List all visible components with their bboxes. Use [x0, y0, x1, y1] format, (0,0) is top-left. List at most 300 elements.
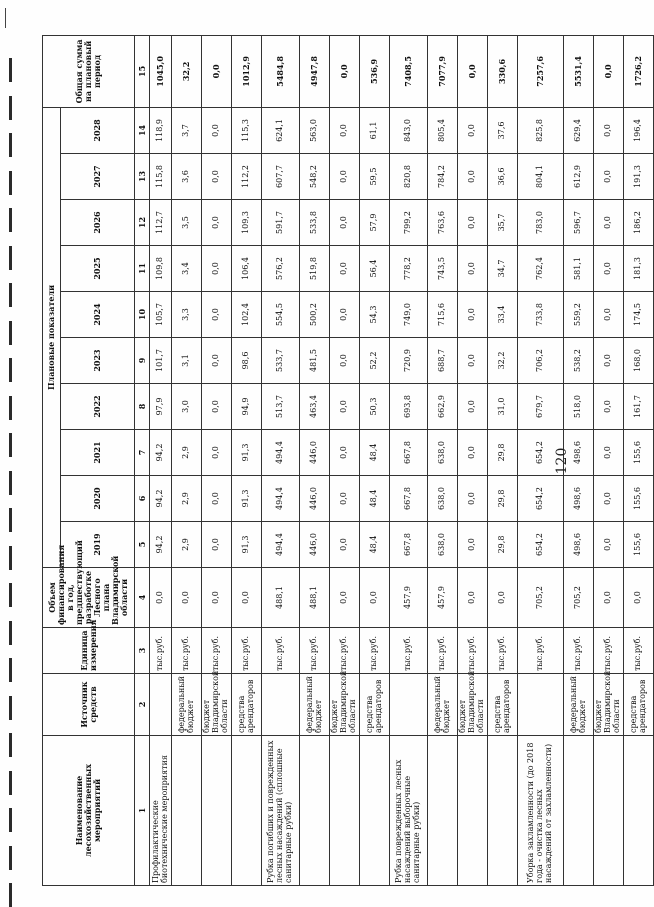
header-source: Источник средств	[43, 674, 135, 736]
year-value: 0,0	[202, 522, 232, 568]
year-value: 799,2	[390, 200, 428, 246]
year-value: 61,1	[360, 107, 390, 153]
year-value: 0,0	[458, 476, 488, 522]
year-value: 3,1	[172, 338, 202, 384]
base-volume: 0,0	[624, 568, 654, 628]
row-total: 5484,8	[262, 35, 300, 107]
row-total: 330,6	[488, 35, 518, 107]
year-value: 2,9	[172, 476, 202, 522]
year-value: 498,6	[564, 476, 594, 522]
year-value: 662,9	[428, 384, 458, 430]
year-value: 97,9	[150, 384, 172, 430]
table-row	[202, 35, 232, 885]
year-value: 91,3	[232, 476, 262, 522]
year-value: 518,0	[564, 384, 594, 430]
year-value: 494,4	[262, 476, 300, 522]
unit-cell: тыс.руб.	[202, 628, 232, 674]
year-value: 446,0	[300, 430, 330, 476]
funding-source	[150, 674, 172, 736]
year-value: 612,9	[564, 154, 594, 200]
activity-name	[172, 736, 202, 886]
page-number: 120	[554, 447, 570, 475]
year-value: 688,7	[428, 338, 458, 384]
unit-cell: тыс.руб.	[488, 628, 518, 674]
activity-name	[624, 736, 654, 886]
base-volume: 0,0	[172, 568, 202, 628]
year-value: 0,0	[594, 246, 624, 292]
binder-hole	[9, 846, 12, 870]
table-row	[624, 35, 654, 885]
funding-source: федеральный бюджет	[564, 674, 594, 736]
year-value: 783,0	[518, 200, 564, 246]
year-value: 186,2	[624, 200, 654, 246]
binder-hole	[9, 321, 12, 345]
activity-name	[360, 736, 390, 886]
year-value: 59,5	[360, 154, 390, 200]
funding-source: федеральный бюджет	[172, 674, 202, 736]
table-row	[390, 35, 428, 885]
table-row	[262, 35, 300, 885]
binder-hole	[9, 658, 12, 682]
column-index: 11	[135, 246, 150, 292]
year-value: 693,8	[390, 384, 428, 430]
base-volume: 0,0	[360, 568, 390, 628]
year-value: 0,0	[458, 338, 488, 384]
header-year: 2023	[61, 338, 135, 384]
year-value: 3,3	[172, 292, 202, 338]
year-value: 29,8	[488, 522, 518, 568]
year-value: 98,6	[232, 338, 262, 384]
activity-name	[202, 736, 232, 886]
year-value: 762,4	[518, 246, 564, 292]
unit-cell: тыс.руб.	[232, 628, 262, 674]
row-total: 4947,8	[300, 35, 330, 107]
binder-hole	[9, 133, 12, 157]
unit-cell: тыс.руб.	[428, 628, 458, 674]
year-value: 820,8	[390, 154, 428, 200]
activity-name	[330, 736, 360, 886]
year-value: 667,8	[390, 430, 428, 476]
year-value: 94,2	[150, 430, 172, 476]
year-value: 155,6	[624, 430, 654, 476]
binder-hole	[9, 546, 12, 570]
binder-hole	[9, 883, 12, 907]
year-value: 548,2	[300, 154, 330, 200]
year-value: 105,7	[150, 292, 172, 338]
table-row	[428, 35, 458, 885]
activity-name	[488, 736, 518, 886]
year-value: 0,0	[594, 476, 624, 522]
base-volume: 705,2	[564, 568, 594, 628]
year-value: 0,0	[594, 430, 624, 476]
row-total: 5531,4	[564, 35, 594, 107]
year-value: 0,0	[330, 522, 360, 568]
year-value: 0,0	[202, 246, 232, 292]
year-value: 0,0	[594, 384, 624, 430]
year-value: 0,0	[594, 154, 624, 200]
year-value: 733,8	[518, 292, 564, 338]
year-value: 778,2	[390, 246, 428, 292]
binder-hole	[9, 621, 12, 645]
year-value: 498,6	[564, 522, 594, 568]
funding-source: средства арендаторов	[232, 674, 262, 736]
row-total: 0,0	[594, 35, 624, 107]
header-year: 2020	[61, 476, 135, 522]
year-value: 54,3	[360, 292, 390, 338]
year-value: 805,4	[428, 107, 458, 153]
year-value: 0,0	[202, 107, 232, 153]
unit-cell: тыс.руб.	[390, 628, 428, 674]
table-row	[300, 35, 330, 885]
row-total: 1045,0	[150, 35, 172, 107]
year-value: 679,7	[518, 384, 564, 430]
activity-name	[232, 736, 262, 886]
year-value: 109,8	[150, 246, 172, 292]
funding-source: бюджет Владимирской области	[594, 674, 624, 736]
unit-cell: тыс.руб.	[150, 628, 172, 674]
table-row	[594, 35, 624, 885]
row-total: 0,0	[458, 35, 488, 107]
base-volume: 457,9	[428, 568, 458, 628]
year-value: 513,7	[262, 384, 300, 430]
base-volume: 488,1	[300, 568, 330, 628]
activity-name	[428, 736, 458, 886]
row-total: 0,0	[330, 35, 360, 107]
year-value: 0,0	[330, 154, 360, 200]
year-value: 0,0	[202, 154, 232, 200]
year-value: 35,7	[488, 200, 518, 246]
base-volume: 0,0	[458, 568, 488, 628]
year-value: 29,8	[488, 430, 518, 476]
year-value: 94,9	[232, 384, 262, 430]
year-value: 155,6	[624, 476, 654, 522]
funding-source: средства арендаторов	[488, 674, 518, 736]
binder-hole	[9, 508, 12, 532]
year-value: 94,2	[150, 522, 172, 568]
year-value: 48,4	[360, 430, 390, 476]
binder-hole	[9, 358, 12, 382]
year-value: 533,8	[300, 200, 330, 246]
row-total: 7408,5	[390, 35, 428, 107]
year-value: 0,0	[202, 384, 232, 430]
year-value: 763,6	[428, 200, 458, 246]
header-year: 2025	[61, 246, 135, 292]
column-index: 6	[135, 476, 150, 522]
unit-cell: тыс.руб.	[330, 628, 360, 674]
year-value: 3,7	[172, 107, 202, 153]
year-value: 118,9	[150, 107, 172, 153]
year-value: 112,2	[232, 154, 262, 200]
year-value: 0,0	[458, 292, 488, 338]
column-index: 8	[135, 384, 150, 430]
funding-source: средства арендаторов	[360, 674, 390, 736]
header-year: 2028	[61, 107, 135, 153]
column-index: 2	[135, 674, 150, 736]
year-value: 115,8	[150, 154, 172, 200]
year-value: 559,2	[564, 292, 594, 338]
year-value: 161,7	[624, 384, 654, 430]
year-value: 3,4	[172, 246, 202, 292]
base-volume: 0,0	[488, 568, 518, 628]
unit-cell: тыс.руб.	[262, 628, 300, 674]
row-total: 0,0	[202, 35, 232, 107]
year-value: 554,5	[262, 292, 300, 338]
year-value: 519,8	[300, 246, 330, 292]
year-value: 56,4	[360, 246, 390, 292]
year-value: 2,9	[172, 522, 202, 568]
rotated-page	[42, 36, 647, 886]
year-value: 596,7	[564, 200, 594, 246]
column-index: 15	[135, 35, 150, 107]
binder-hole	[9, 283, 12, 307]
year-value: 3,5	[172, 200, 202, 246]
year-value: 0,0	[594, 338, 624, 384]
header-unit: Единица измерения	[43, 628, 135, 674]
year-value: 591,7	[262, 200, 300, 246]
header-year: 2022	[61, 384, 135, 430]
year-value: 446,0	[300, 476, 330, 522]
binder-hole	[9, 583, 12, 607]
year-value: 638,0	[428, 522, 458, 568]
year-value: 57,9	[360, 200, 390, 246]
year-value: 94,2	[150, 476, 172, 522]
year-value: 667,8	[390, 476, 428, 522]
activity-name: Профилактические биотехнические мероприятия	[150, 736, 172, 886]
year-value: 0,0	[330, 246, 360, 292]
year-value: 181,3	[624, 246, 654, 292]
activity-name	[300, 736, 330, 886]
year-value: 29,8	[488, 476, 518, 522]
activity-name: Рубка погибших и поврежденных лесных насаждений (сплошные санитарные рубки)	[262, 736, 300, 886]
row-total: 1726,2	[624, 35, 654, 107]
header-year: 2019	[61, 522, 135, 568]
year-value: 563,0	[300, 107, 330, 153]
year-value: 2,9	[172, 430, 202, 476]
year-value: 538,2	[564, 338, 594, 384]
header-year: 2026	[61, 200, 135, 246]
header-year: 2027	[61, 154, 135, 200]
binder-hole	[9, 433, 12, 457]
column-index: 9	[135, 338, 150, 384]
year-value: 0,0	[594, 522, 624, 568]
year-value: 749,0	[390, 292, 428, 338]
row-total: 1012,9	[232, 35, 262, 107]
year-value: 174,5	[624, 292, 654, 338]
year-value: 101,7	[150, 338, 172, 384]
year-value: 446,0	[300, 522, 330, 568]
base-volume: 488,1	[262, 568, 300, 628]
year-value: 667,8	[390, 522, 428, 568]
year-value: 0,0	[594, 200, 624, 246]
activity-name	[594, 736, 624, 886]
year-value: 654,2	[518, 430, 564, 476]
year-value: 48,4	[360, 522, 390, 568]
year-value: 500,2	[300, 292, 330, 338]
binder-hole	[9, 96, 12, 120]
year-value: 743,5	[428, 246, 458, 292]
header-total: Общая сумма на плановый период	[43, 35, 135, 107]
year-value: 48,4	[360, 476, 390, 522]
year-value: 0,0	[202, 430, 232, 476]
year-value: 109,3	[232, 200, 262, 246]
year-value: 638,0	[428, 476, 458, 522]
table-row	[232, 35, 262, 885]
year-value: 37,6	[488, 107, 518, 153]
header-volume: Объем финансирования в год, предшествующий разработке Лесного плана Владимирской области	[43, 568, 135, 628]
base-volume: 0,0	[202, 568, 232, 628]
activity-name: Уборка захламленности (до 2018 года - очистка лесных насаждений от захламленности)	[518, 736, 564, 886]
year-value: 0,0	[330, 338, 360, 384]
year-value: 654,2	[518, 476, 564, 522]
year-value: 0,0	[594, 292, 624, 338]
binder-hole	[9, 471, 12, 495]
unit-cell: тыс.руб.	[172, 628, 202, 674]
year-value: 168,0	[624, 338, 654, 384]
funding-source: федеральный бюджет	[428, 674, 458, 736]
year-value: 32,2	[488, 338, 518, 384]
binder-hole	[9, 208, 12, 232]
funding-source: бюджет Владимирской области	[202, 674, 232, 736]
year-value: 706,2	[518, 338, 564, 384]
year-value: 629,4	[564, 107, 594, 153]
year-value: 0,0	[202, 200, 232, 246]
base-volume: 705,2	[518, 568, 564, 628]
year-value: 91,3	[232, 522, 262, 568]
year-value: 0,0	[202, 338, 232, 384]
year-value: 581,1	[564, 246, 594, 292]
year-value: 34,7	[488, 246, 518, 292]
unit-cell: тыс.руб.	[594, 628, 624, 674]
year-value: 638,0	[428, 430, 458, 476]
table-row	[458, 35, 488, 885]
header-year: 2021	[61, 430, 135, 476]
year-value: 498,6	[564, 430, 594, 476]
year-value: 624,1	[262, 107, 300, 153]
row-total: 536,9	[360, 35, 390, 107]
year-value: 91,3	[232, 430, 262, 476]
year-value: 33,4	[488, 292, 518, 338]
year-value: 31,0	[488, 384, 518, 430]
year-value: 0,0	[202, 292, 232, 338]
binder-hole	[9, 696, 12, 720]
year-value: 196,4	[624, 107, 654, 153]
table-row	[172, 35, 202, 885]
row-total: 32,2	[172, 35, 202, 107]
column-index: 13	[135, 154, 150, 200]
year-value: 607,7	[262, 154, 300, 200]
header-planned: Плановые показатели	[43, 107, 61, 567]
base-volume: 0,0	[232, 568, 262, 628]
unit-cell: тыс.руб.	[360, 628, 390, 674]
binder-hole	[9, 771, 12, 795]
column-index: 3	[135, 628, 150, 674]
funding-source: федеральный бюджет	[300, 674, 330, 736]
year-value: 0,0	[458, 430, 488, 476]
year-value: 533,7	[262, 338, 300, 384]
row-total: 7077,9	[428, 35, 458, 107]
funding-source	[390, 674, 428, 736]
column-index: 4	[135, 568, 150, 628]
unit-cell: тыс.руб.	[458, 628, 488, 674]
year-value: 112,7	[150, 200, 172, 246]
year-value: 804,1	[518, 154, 564, 200]
binder-hole	[9, 246, 12, 270]
year-value: 0,0	[458, 200, 488, 246]
funding-source	[262, 674, 300, 736]
year-value: 784,2	[428, 154, 458, 200]
year-value: 481,5	[300, 338, 330, 384]
year-value: 0,0	[458, 246, 488, 292]
binder-hole	[9, 58, 12, 82]
activity-name: Рубка поврежденных лесных насаждений выборочные санитарные рубки)	[390, 736, 428, 886]
unit-cell: тыс.руб.	[564, 628, 594, 674]
year-value: 50,3	[360, 384, 390, 430]
year-value: 155,6	[624, 522, 654, 568]
column-index: 1	[135, 736, 150, 886]
table-row	[360, 35, 390, 885]
base-volume: 457,9	[390, 568, 428, 628]
unit-cell: тыс.руб.	[624, 628, 654, 674]
binder-hole	[9, 808, 12, 832]
year-value: 102,4	[232, 292, 262, 338]
header-year: 2024	[61, 292, 135, 338]
unit-cell: тыс.руб.	[518, 628, 564, 674]
year-value: 654,2	[518, 522, 564, 568]
year-value: 494,4	[262, 430, 300, 476]
table-row	[330, 35, 360, 885]
year-value: 0,0	[330, 384, 360, 430]
unit-cell: тыс.руб.	[300, 628, 330, 674]
binder-hole	[9, 396, 12, 420]
year-value: 0,0	[330, 200, 360, 246]
table-row	[488, 35, 518, 885]
year-value: 0,0	[330, 292, 360, 338]
header-name: Наименование лесохозяйственных мероприятий	[43, 736, 135, 886]
table-row	[150, 35, 172, 885]
year-value: 0,0	[458, 384, 488, 430]
column-index: 12	[135, 200, 150, 246]
base-volume: 0,0	[330, 568, 360, 628]
year-value: 191,3	[624, 154, 654, 200]
year-value: 494,4	[262, 522, 300, 568]
year-value: 106,4	[232, 246, 262, 292]
column-index: 5	[135, 522, 150, 568]
year-value: 0,0	[594, 107, 624, 153]
base-volume: 0,0	[150, 568, 172, 628]
year-value: 843,0	[390, 107, 428, 153]
column-index: 14	[135, 107, 150, 153]
year-value: 0,0	[458, 522, 488, 568]
funding-source: бюджет Владимирской области	[330, 674, 360, 736]
column-index: 7	[135, 430, 150, 476]
binder-strip	[0, 0, 26, 905]
year-value: 463,4	[300, 384, 330, 430]
binder-hole	[9, 733, 12, 757]
row-total: 7257,6	[518, 35, 564, 107]
base-volume: 0,0	[594, 568, 624, 628]
binder-tick	[5, 8, 6, 28]
funding-source: средства арендаторов	[624, 674, 654, 736]
funding-source: бюджет Владимирской области	[458, 674, 488, 736]
year-value: 825,8	[518, 107, 564, 153]
activity-name	[458, 736, 488, 886]
year-value: 0,0	[202, 476, 232, 522]
binder-hole	[9, 171, 12, 195]
year-value: 0,0	[330, 107, 360, 153]
year-value: 115,3	[232, 107, 262, 153]
year-value: 3,6	[172, 154, 202, 200]
year-value: 0,0	[330, 476, 360, 522]
